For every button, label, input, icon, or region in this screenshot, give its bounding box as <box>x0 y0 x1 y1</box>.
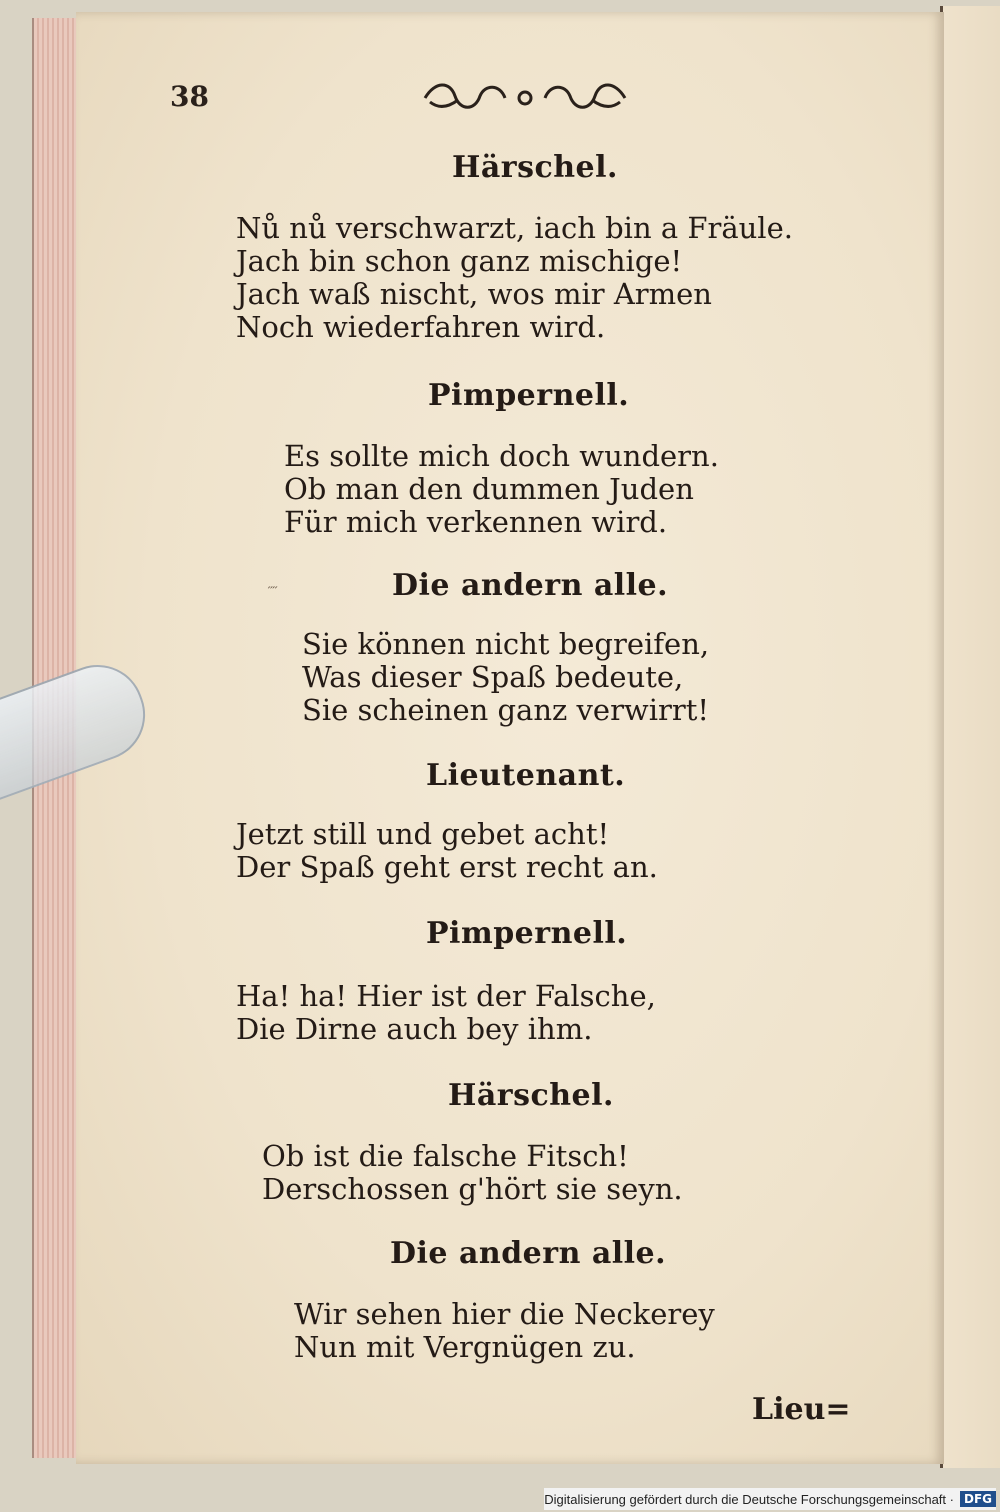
speaker-die-andern-alle-2: Die andern alle. <box>390 1236 667 1271</box>
verse-line: Der Spaß geht erst recht an. <box>236 850 658 884</box>
verse-line: Nů nů verschwarzt, iach bin a Fräule. <box>236 211 793 245</box>
verse-block-6 <box>262 1140 683 1206</box>
facing-page-edge <box>940 6 1000 1468</box>
speaker-pimpernell-1: Pimpernell. <box>428 378 630 413</box>
verse-line: Sie scheinen ganz verwirrt! <box>302 693 710 727</box>
digitization-footer <box>544 1488 996 1510</box>
verse-block-3 <box>302 628 709 727</box>
verse-block-2 <box>284 440 719 539</box>
page-number: 38 <box>170 80 209 113</box>
speaker-harschel-1: Härschel. <box>452 150 618 185</box>
verse-line: Was dieser Spaß bedeute, <box>302 660 684 694</box>
catchword: Lieu= <box>752 1392 851 1427</box>
verse-line: Jach bin schon ganz mischige! <box>236 244 683 278</box>
verse-line: Ob man den dummen Juden <box>284 472 694 506</box>
verse-block-5 <box>236 980 656 1046</box>
speaker-harschel-2: Härschel. <box>448 1078 614 1113</box>
verse-block-1 <box>236 212 793 344</box>
verse-line: Sie können nicht begreifen, <box>302 627 710 661</box>
verse-line: Die Dirne auch bey ihm. <box>236 1012 593 1046</box>
verse-line: Wir sehen hier die Neckerey <box>294 1297 715 1331</box>
verse-line: Noch wiederfahren wird. <box>236 310 606 344</box>
verse-line: Für mich verkennen wird. <box>284 505 668 539</box>
ink-smudge-mark: ˶˶ <box>268 578 278 594</box>
header-ornament-icon <box>420 76 630 116</box>
speaker-lieutenant: Lieutenant. <box>426 758 626 793</box>
verse-line: Es sollte mich doch wundern. <box>284 439 719 473</box>
verse-block-7 <box>294 1298 715 1364</box>
verse-line: Jetzt still und gebet acht! <box>236 817 610 851</box>
verse-line: Ob ist die falsche Fitsch! <box>262 1139 629 1173</box>
verse-line: Ha! ha! Hier ist der Falsche, <box>236 979 656 1013</box>
footer-credit-text: Digitalisierung gefördert durch die Deutsche Forschungsgemeinschaft · <box>544 1491 954 1507</box>
speaker-die-andern-alle-1: Die andern alle. <box>392 568 669 603</box>
speaker-pimpernell-2: Pimpernell. <box>426 916 628 951</box>
verse-block-4 <box>236 818 658 884</box>
verse-line: Nun mit Vergnügen zu. <box>294 1330 636 1364</box>
verse-line: Jach waß nischt, wos mir Armen <box>236 277 712 311</box>
verse-line: Derschossen g'hört sie seyn. <box>262 1172 683 1206</box>
dfg-logo-icon: DFG <box>960 1491 996 1507</box>
